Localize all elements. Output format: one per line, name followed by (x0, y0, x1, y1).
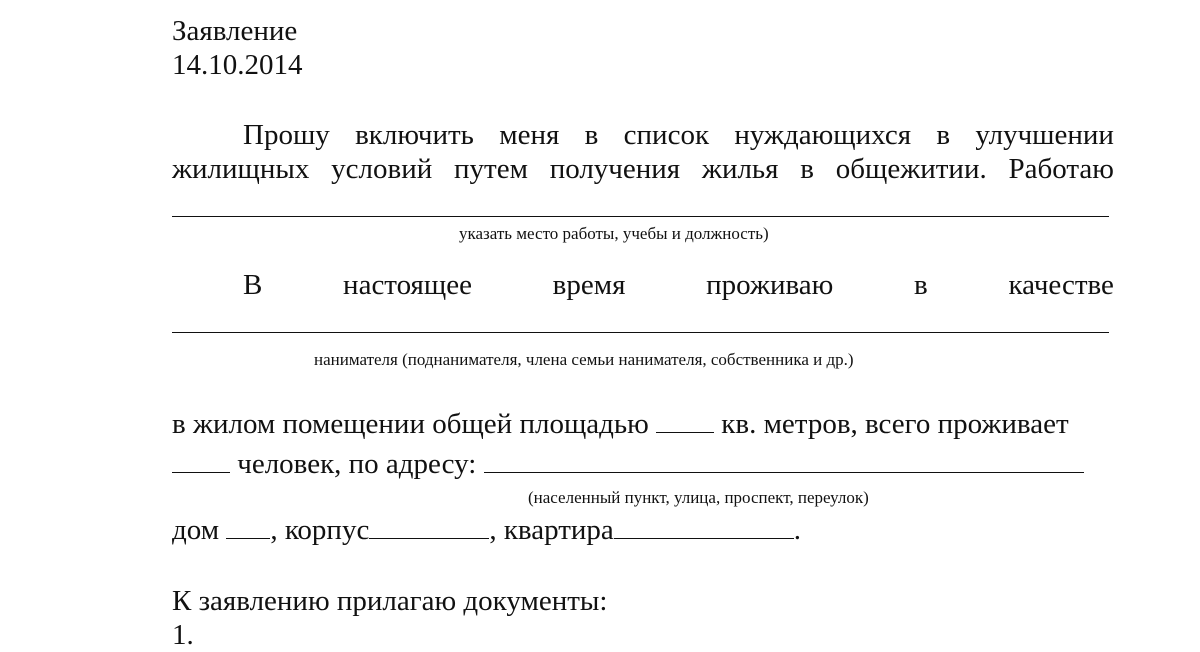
paragraph3-line2 (172, 446, 1084, 481)
paragraph2-line1-word: проживаю (706, 269, 834, 301)
paragraph1-line1-word: в (936, 119, 951, 151)
line3-end: . (793, 514, 802, 546)
paragraph2-line1-word: время (552, 269, 626, 301)
paragraph1-line1-word: меня (499, 119, 560, 151)
workplace-caption: указать место работы, учебы и должность) (459, 224, 769, 243)
paragraph2-line1-word: В (243, 269, 263, 301)
paragraph1-line1-word: включить (355, 119, 474, 151)
persons-address-text: человек, по адресу: (230, 448, 484, 480)
paragraph1-line1 (243, 118, 1114, 152)
paragraph1-line2-word: в (800, 153, 814, 185)
paragraph1-line2-word: путем (454, 153, 528, 185)
paragraph1-line2-word: жилья (701, 153, 779, 185)
korpus-blank[interactable] (369, 512, 489, 539)
paragraph2-line1-word: в (914, 269, 928, 301)
paragraph1-line2-word: получения (549, 153, 681, 185)
paragraph1-line2-word: условий (331, 153, 433, 185)
area-text-after: кв. метров, всего проживает (714, 408, 1069, 440)
house-blank[interactable] (226, 512, 270, 539)
area-blank[interactable] (656, 406, 714, 433)
korpus-label: , корпус (270, 514, 370, 546)
address-blank[interactable] (484, 446, 1084, 473)
kvartira-blank[interactable] (614, 512, 794, 539)
attachments-first-item: 1. (172, 619, 194, 651)
residence-status-caption: нанимателя (поднанимателя, члена семьи нанимателя, собственника и др.) (314, 350, 854, 369)
paragraph1-line2-word: общежитии. (835, 153, 987, 185)
paragraph1-line1-word: в (584, 119, 599, 151)
persons-blank[interactable] (172, 446, 230, 473)
paragraph1-line2 (172, 152, 1114, 186)
paragraph3-line3 (172, 512, 801, 547)
paragraph1-line2-word: Работаю (1008, 153, 1114, 185)
area-text-before: в жилом помещении общей площадью (172, 408, 657, 440)
residence-status-blank-line[interactable] (172, 332, 1109, 333)
paragraph2-line1 (243, 268, 1114, 302)
kvartira-label: , квартира (489, 514, 614, 546)
paragraph2-line1-word: качестве (1008, 269, 1114, 301)
paragraph1-line1-word: улучшении (975, 119, 1114, 151)
paragraph1-line1-word: список (623, 119, 710, 151)
address-caption: (населенный пункт, улица, проспект, переулок) (528, 488, 869, 507)
paragraph1-line1-word: нуждающихся (734, 119, 912, 151)
attachments-heading: К заявлению прилагаю документы: (172, 585, 608, 617)
workplace-blank-line[interactable] (172, 216, 1109, 217)
paragraph3-line1 (172, 406, 1069, 441)
house-label: дом (172, 514, 227, 546)
document-title: Заявление (172, 15, 298, 47)
paragraph2-line1-word: настоящее (343, 269, 472, 301)
paragraph1-line2-word: жилищных (172, 153, 310, 185)
paragraph1-line1-word: Прошу (243, 119, 330, 151)
document-date: 14.10.2014 (172, 49, 303, 81)
